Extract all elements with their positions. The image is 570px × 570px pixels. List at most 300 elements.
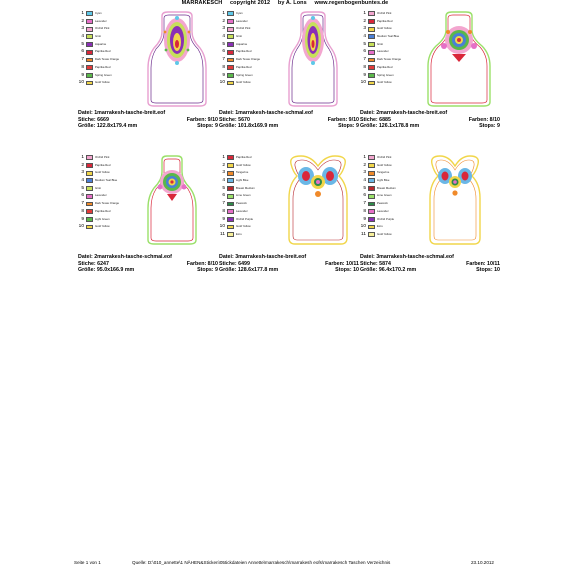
legend-row <box>219 56 279 64</box>
legend-row <box>219 154 279 162</box>
color-swatch <box>368 34 375 39</box>
color-swatch <box>368 186 375 191</box>
legend-row <box>360 25 420 33</box>
legend-row <box>360 223 420 231</box>
legend-row <box>219 223 279 231</box>
thread-name: Gold Yellow <box>377 80 392 85</box>
thread-name: Orchid Pink <box>377 155 392 159</box>
color-legend <box>219 10 279 87</box>
legend-number: 9 <box>222 216 225 222</box>
design-card <box>78 10 218 140</box>
thread-name: Orchid Pink <box>236 26 251 31</box>
legend-row <box>360 169 420 177</box>
legend-number: 4 <box>222 34 225 40</box>
thread-name: Paprika Red <box>377 18 393 23</box>
design-card <box>219 154 359 284</box>
legend-row <box>219 162 279 170</box>
color-legend <box>360 154 420 239</box>
header-website: www.regenbogenbuntes.de <box>314 0 389 6</box>
legend-row <box>78 25 138 33</box>
legend-row <box>219 33 279 41</box>
file-name: Datei: 3marrakesh-tasche-breit.eof <box>219 254 307 260</box>
legend-number: 8 <box>363 208 366 214</box>
color-swatch <box>227 50 234 55</box>
legend-row <box>360 18 420 26</box>
color-swatch <box>227 34 234 39</box>
legend-row <box>78 185 138 193</box>
legend-row <box>219 25 279 33</box>
design-card <box>78 154 218 284</box>
legend-number: 10 <box>78 224 84 230</box>
legend-row <box>360 208 420 216</box>
stop-count: Stops: 9 <box>197 123 218 130</box>
thread-name: Breast Medium <box>377 185 396 190</box>
legend-row <box>78 72 138 80</box>
thread-name: Paprika Red <box>95 162 111 167</box>
legend-number: 1 <box>363 155 366 160</box>
legend-row <box>78 169 138 177</box>
thread-name: Light Blue <box>377 178 390 183</box>
legend-number: 1 <box>363 11 366 16</box>
design-info <box>78 254 218 274</box>
thread-name: Light Green <box>95 216 110 221</box>
stop-count: Stops: 10 <box>335 267 359 274</box>
color-swatch <box>368 19 375 24</box>
color-swatch <box>227 209 234 214</box>
legend-row <box>78 216 138 224</box>
color-swatch <box>86 178 93 183</box>
thread-name: Dark Texas Orange <box>95 57 120 62</box>
legend-number: 7 <box>81 201 84 207</box>
thread-name: Orchid Purple <box>377 216 395 221</box>
legend-number: 4 <box>363 34 366 40</box>
legend-number: 10 <box>219 224 225 230</box>
thread-name: Gold Yellow <box>377 231 392 236</box>
thread-name: Orchid Pink <box>95 26 110 31</box>
legend-row <box>360 192 420 200</box>
color-swatch <box>368 163 375 168</box>
thread-name: Paprika Red <box>236 64 252 69</box>
legend-number: 9 <box>81 72 84 78</box>
legend-row <box>360 72 420 80</box>
design-info <box>78 110 218 130</box>
color-swatch <box>86 65 93 70</box>
color-swatch <box>86 202 93 207</box>
design-size: Größe: 95.0x166.9 mm <box>78 267 135 274</box>
legend-number: 1 <box>81 155 84 160</box>
stitch-count: Stiche: 6885 <box>360 116 391 123</box>
thread-name: Light Blue <box>236 178 249 183</box>
legend-row <box>219 192 279 200</box>
color-swatch <box>368 58 375 63</box>
page-header <box>0 0 570 6</box>
legend-number: 9 <box>363 216 366 222</box>
legend-row <box>78 18 138 26</box>
thread-name: Paprika Red <box>236 49 252 54</box>
color-swatch <box>86 81 93 86</box>
color-swatch <box>227 65 234 70</box>
footer-source: Quelle: D:\010_annette\1 NÄHEN&Sticken\05tickdateien Annette\marrakesch\marrakesh eofs\marrakesch Taschen Verzeichnis <box>132 560 391 565</box>
color-swatch <box>368 178 375 183</box>
legend-number: 8 <box>363 64 366 70</box>
thread-name: Dark Texas Orange <box>236 57 261 62</box>
legend-number: 6 <box>363 193 366 199</box>
legend-number: 7 <box>363 57 366 63</box>
legend-number: 10 <box>360 80 366 86</box>
stop-count: Stops: 9 <box>197 267 218 274</box>
header-author: by A. Lons <box>277 0 307 6</box>
design-size: Größe: 101.8x169.9 mm <box>219 123 279 130</box>
thread-name: Cyan <box>95 11 102 15</box>
stop-count: Stops: 10 <box>476 267 500 274</box>
legend-number: 7 <box>222 57 225 63</box>
design-card <box>360 154 500 284</box>
thread-name: Cyan <box>236 11 243 15</box>
legend-number: 2 <box>222 162 225 168</box>
legend-row <box>219 231 279 239</box>
color-swatch <box>227 58 234 63</box>
color-swatch <box>227 202 234 207</box>
thread-name: Ecru <box>377 224 383 229</box>
color-swatch <box>86 209 93 214</box>
thread-name: Gold Yellow <box>95 170 110 175</box>
color-legend <box>219 154 279 239</box>
stitch-count: Stiche: 6669 <box>78 116 109 123</box>
legend-row <box>360 162 420 170</box>
color-legend <box>360 10 420 87</box>
legend-row <box>360 200 420 208</box>
thread-name: Lavendel <box>377 49 389 54</box>
embroidery-preview-1marrakesh-schmal <box>283 10 343 108</box>
legend-row <box>78 223 138 231</box>
color-swatch <box>368 11 375 16</box>
color-swatch <box>227 225 234 230</box>
legend-row <box>78 154 138 162</box>
thread-name: Tangerine <box>236 170 249 175</box>
legend-row <box>219 79 279 87</box>
legend-row <box>78 48 138 56</box>
design-size: Größe: 122.8x179.4 mm <box>78 123 138 130</box>
thread-name: Gold Yellow <box>236 80 251 85</box>
embroidery-preview-1marrakesh-breit <box>142 10 212 108</box>
legend-number: 6 <box>363 49 366 55</box>
thread-name: Dark Texas Orange <box>377 57 402 62</box>
stitch-count: Stiche: 5874 <box>360 260 391 267</box>
thread-name: Gold Yellow <box>95 224 110 229</box>
embroidery-preview-3marrakesh-schmal <box>424 154 486 246</box>
legend-number: 5 <box>363 185 366 191</box>
color-swatch <box>227 155 234 160</box>
legend-row <box>360 41 420 49</box>
thread-name: Paprika Red <box>95 64 111 69</box>
legend-number: 2 <box>363 18 366 24</box>
legend-number: 5 <box>81 41 84 47</box>
color-legend <box>78 10 138 87</box>
thread-name: Lime Green <box>377 193 392 198</box>
legend-number: 9 <box>81 216 84 222</box>
design-card <box>360 10 500 140</box>
thread-name: Ecru <box>236 231 242 236</box>
legend-number: 6 <box>81 193 84 199</box>
legend-number: 5 <box>222 41 225 47</box>
color-swatch <box>368 81 375 86</box>
color-swatch <box>227 81 234 86</box>
legend-row <box>219 185 279 193</box>
color-count: Farben: 9/10 <box>327 116 359 123</box>
design-info <box>219 254 359 274</box>
legend-row <box>78 10 138 18</box>
legend-number: 3 <box>363 170 366 176</box>
thread-name: Lavendel <box>236 18 248 23</box>
color-swatch <box>227 19 234 24</box>
thread-name: Spring Green <box>95 72 112 77</box>
footer-page: Seite 1 von 1 <box>74 560 101 565</box>
legend-row <box>78 41 138 49</box>
thread-name: Tangerine <box>377 170 390 175</box>
color-count: Farben: 8/10 <box>186 260 218 267</box>
color-swatch <box>86 19 93 24</box>
design-size: Größe: 128.6x177.8 mm <box>219 267 279 274</box>
color-swatch <box>86 58 93 63</box>
thread-name: Aquarine <box>236 41 248 46</box>
color-swatch <box>86 27 93 32</box>
legend-row <box>219 72 279 80</box>
thread-name: Gold Yellow <box>95 80 110 85</box>
legend-row <box>78 208 138 216</box>
color-swatch <box>368 27 375 32</box>
thread-name: Lime Green <box>236 193 251 198</box>
color-swatch <box>86 225 93 230</box>
legend-number: 3 <box>363 26 366 32</box>
color-swatch <box>368 65 375 70</box>
color-swatch <box>86 155 93 160</box>
embroidery-preview-3marrakesh-breit <box>281 154 355 246</box>
legend-row <box>219 169 279 177</box>
legend-number: 10 <box>360 224 366 230</box>
stitch-count: Stiche: 6499 <box>219 260 250 267</box>
legend-row <box>360 64 420 72</box>
legend-number: 8 <box>222 64 225 70</box>
legend-number: 4 <box>363 178 366 184</box>
thread-name: Spring Green <box>236 72 253 77</box>
legend-row <box>78 162 138 170</box>
color-swatch <box>368 232 375 237</box>
thread-name: Orchid Purple <box>236 216 254 221</box>
legend-row <box>360 231 420 239</box>
legend-row <box>360 33 420 41</box>
color-swatch <box>368 217 375 222</box>
legend-number: 3 <box>222 26 225 32</box>
thread-name: Grün <box>95 185 102 190</box>
thread-name: Peacock <box>377 201 388 206</box>
thread-name: Gold Yellow <box>377 26 392 31</box>
legend-row <box>360 79 420 87</box>
thread-name: Grün <box>377 41 384 46</box>
file-name: Datei: 2marrakesh-tasche-schmal.eof <box>78 254 172 260</box>
thread-name: Orchid Pink <box>95 155 110 159</box>
legend-number: 8 <box>81 208 84 214</box>
legend-row <box>360 56 420 64</box>
design-info <box>219 110 359 130</box>
thread-name: Gold Yellow <box>236 162 251 167</box>
color-swatch <box>227 73 234 78</box>
legend-number: 2 <box>81 18 84 24</box>
stop-count: Stops: 9 <box>479 123 500 130</box>
color-swatch <box>368 171 375 176</box>
legend-number: 4 <box>222 178 225 184</box>
file-name: Datei: 3marrakesh-tasche-schmal.eof <box>360 254 454 260</box>
thread-name: Orchid Pink <box>377 11 392 15</box>
legend-number: 3 <box>81 170 84 176</box>
legend-number: 9 <box>363 72 366 78</box>
design-info <box>360 254 500 274</box>
legend-row <box>360 177 420 185</box>
legend-row <box>219 48 279 56</box>
stitch-count: Stiche: 6247 <box>78 260 109 267</box>
legend-row <box>219 177 279 185</box>
legend-number: 11 <box>220 231 225 237</box>
legend-number: 11 <box>361 231 366 237</box>
thread-name: Gold Yellow <box>377 162 392 167</box>
legend-number: 5 <box>222 185 225 191</box>
color-swatch <box>86 171 93 176</box>
thread-name: Medium Teal Blue <box>95 178 118 183</box>
legend-row <box>219 208 279 216</box>
header-title: MARRAKESCH <box>181 0 223 6</box>
thread-name: Gold Yellow <box>236 224 251 229</box>
thread-name: Grün <box>95 34 102 39</box>
color-swatch <box>368 194 375 199</box>
thread-name: Dark Texas Orange <box>95 201 120 206</box>
legend-number: 3 <box>222 170 225 176</box>
legend-number: 8 <box>81 64 84 70</box>
design-card <box>219 10 359 140</box>
thread-name: Paprika Red <box>95 208 111 213</box>
legend-number: 9 <box>222 72 225 78</box>
color-swatch <box>227 232 234 237</box>
legend-row <box>219 10 279 18</box>
color-swatch <box>227 27 234 32</box>
legend-number: 4 <box>81 34 84 40</box>
color-swatch <box>86 42 93 47</box>
legend-number: 5 <box>363 41 366 47</box>
color-swatch <box>368 209 375 214</box>
legend-number: 1 <box>222 155 225 160</box>
file-name: Datei: 1marrakesh-tasche-breit.eof <box>78 110 166 116</box>
legend-row <box>78 192 138 200</box>
legend-row <box>219 200 279 208</box>
file-name: Datei: 1marrakesh-tasche-schmal.eof <box>219 110 313 116</box>
color-legend <box>78 154 138 231</box>
legend-number: 2 <box>363 162 366 168</box>
legend-number: 7 <box>363 201 366 207</box>
legend-number: 1 <box>81 11 84 16</box>
thread-name: Breast Medium <box>236 185 255 190</box>
legend-number: 1 <box>222 11 225 16</box>
color-count: Farben: 9/10 <box>186 116 218 123</box>
color-swatch <box>368 42 375 47</box>
design-size: Größe: 126.1x178.8 mm <box>360 123 420 130</box>
legend-number: 6 <box>81 49 84 55</box>
color-count: Farben: 10/11 <box>466 260 500 267</box>
legend-row <box>78 79 138 87</box>
legend-row <box>78 56 138 64</box>
legend-number: 6 <box>222 193 225 199</box>
file-name: Datei: 2marrakesh-tasche-breit.eof <box>360 110 448 116</box>
legend-row <box>360 10 420 18</box>
design-info <box>360 110 500 130</box>
color-swatch <box>86 11 93 16</box>
color-swatch <box>227 171 234 176</box>
color-swatch <box>368 155 375 160</box>
color-swatch <box>86 73 93 78</box>
embroidery-preview-2marrakesh-schmal <box>142 154 202 246</box>
color-count: Farben: 8/10 <box>468 116 500 123</box>
thread-name: Grün <box>236 34 243 39</box>
color-swatch <box>86 163 93 168</box>
color-swatch <box>227 163 234 168</box>
thread-name: Paprika Red <box>95 49 111 54</box>
thread-name: Lavendel <box>95 193 107 198</box>
footer-date: 23.10.2012 <box>471 560 494 565</box>
stitch-count: Stiche: 5670 <box>219 116 250 123</box>
thread-name: Lavendel <box>95 18 107 23</box>
legend-number: 8 <box>222 208 225 214</box>
legend-number: 7 <box>222 201 225 207</box>
legend-number: 2 <box>222 18 225 24</box>
color-count: Farben: 10/11 <box>325 260 359 267</box>
color-swatch <box>368 225 375 230</box>
thread-name: Medium Teal Blue <box>377 34 400 39</box>
color-swatch <box>86 186 93 191</box>
thread-name: Paprika Red <box>236 155 252 159</box>
embroidery-preview-2marrakesh-breit <box>424 10 494 108</box>
thread-name: Paprika Red <box>377 64 393 69</box>
color-swatch <box>227 11 234 16</box>
color-swatch <box>227 194 234 199</box>
color-swatch <box>368 202 375 207</box>
color-swatch <box>227 178 234 183</box>
stop-count: Stops: 9 <box>338 123 359 130</box>
thread-name: Lavendel <box>377 208 389 213</box>
legend-row <box>360 216 420 224</box>
legend-row <box>360 154 420 162</box>
color-swatch <box>86 50 93 55</box>
color-swatch <box>368 50 375 55</box>
design-size: Größe: 96.4x170.2 mm <box>360 267 417 274</box>
thread-name: Aquarine <box>95 41 107 46</box>
color-swatch <box>86 34 93 39</box>
thread-name: Peacock <box>236 201 247 206</box>
color-swatch <box>368 73 375 78</box>
legend-number: 6 <box>222 49 225 55</box>
legend-number: 2 <box>81 162 84 168</box>
legend-number: 3 <box>81 26 84 32</box>
legend-row <box>78 177 138 185</box>
color-swatch <box>227 42 234 47</box>
legend-row <box>219 18 279 26</box>
thread-name: Lavendel <box>236 208 248 213</box>
legend-row <box>219 41 279 49</box>
legend-row <box>78 33 138 41</box>
thread-name: Spring Green <box>377 72 394 77</box>
legend-row <box>219 64 279 72</box>
legend-row <box>360 185 420 193</box>
color-swatch <box>227 186 234 191</box>
legend-number: 10 <box>219 80 225 86</box>
legend-number: 4 <box>81 178 84 184</box>
color-swatch <box>227 217 234 222</box>
